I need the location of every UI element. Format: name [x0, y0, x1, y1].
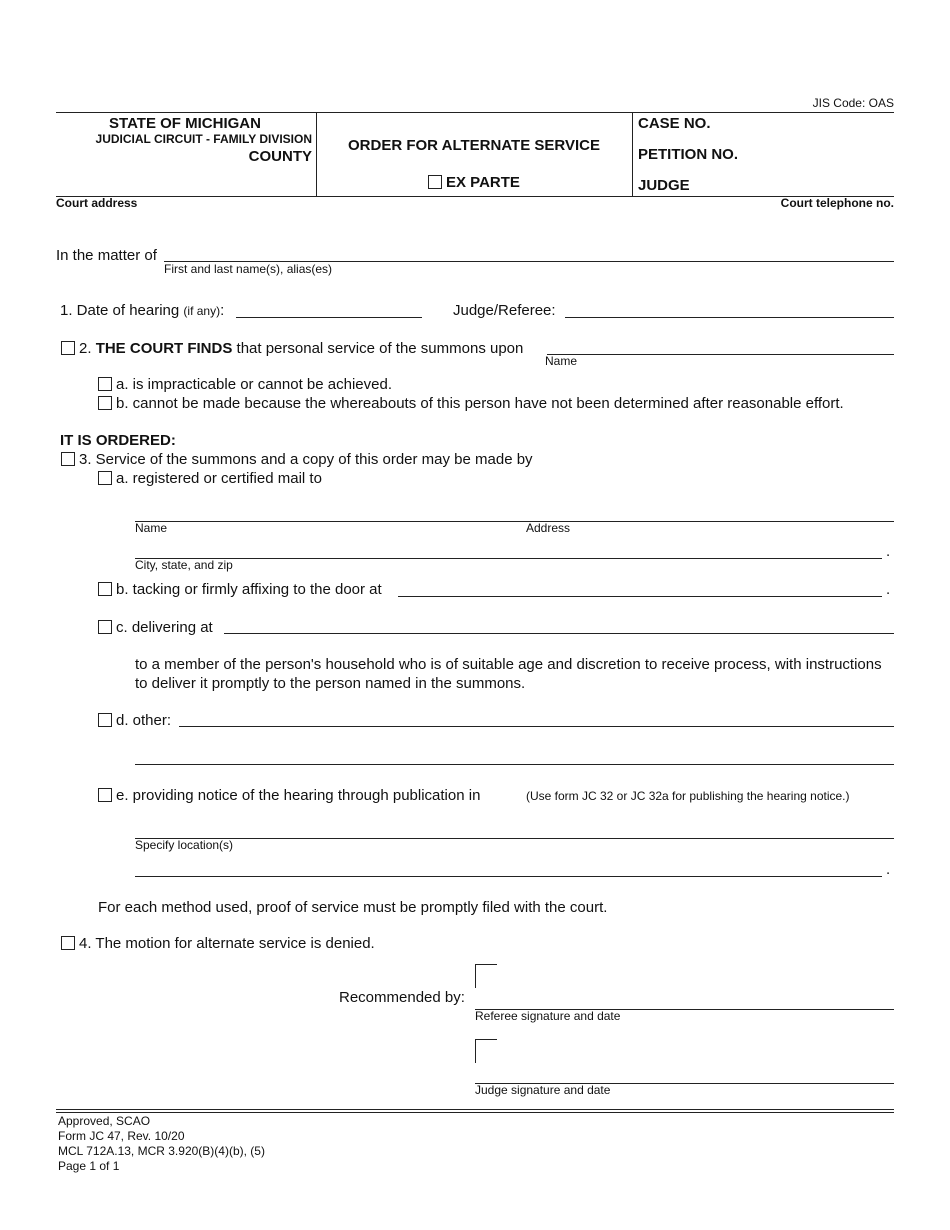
impracticable-text: a. is impracticable or cannot be achieved. — [116, 376, 392, 393]
county-label: COUNTY — [248, 148, 312, 165]
court-finds-body: that personal service of the summons upon — [236, 340, 524, 357]
mail-city-field[interactable] — [135, 558, 882, 559]
court-finds-number: 2. — [79, 340, 92, 357]
hearing-date-colon: : — [220, 302, 225, 319]
publication-checkbox[interactable] — [98, 788, 112, 802]
mail-name-caption: Name — [135, 521, 168, 535]
header-bottom-rule — [56, 196, 894, 197]
denied-text: 4. The motion for alternate service is denied. — [79, 935, 375, 952]
court-telephone-label: Court telephone no. — [780, 196, 894, 210]
publication-location-caption: Specify location(s) — [135, 838, 234, 852]
footer-form: Form JC 47, Rev. 10/20 — [58, 1129, 185, 1143]
circuit-name: JUDICIAL CIRCUIT - FAMILY DIVISION — [95, 132, 312, 146]
recommended-by-label: Recommended by: — [339, 989, 465, 1006]
mail-name-address-field[interactable] — [135, 521, 894, 522]
referee-sign-bracket-v — [475, 964, 476, 988]
case-no-label: CASE NO. — [638, 115, 711, 132]
matter-caption: First and last name(s), alias(es) — [164, 262, 333, 276]
proof-of-service-text: For each method used, proof of service must be promptly filed with the court. — [98, 899, 608, 916]
referee-signature-caption: Referee signature and date — [475, 1009, 621, 1023]
matter-label: In the matter of — [56, 247, 157, 264]
mail-city-period: . — [886, 543, 891, 560]
header-divider-right — [632, 112, 633, 196]
footer-rule-2 — [56, 1112, 894, 1113]
delivering-instructions-2: to deliver it promptly to the person named in the summons. — [135, 675, 526, 692]
other-text: d. other: — [116, 712, 172, 729]
delivering-instructions-1: to a member of the person's household who is of suitable age and discretion to receive process, with instructions — [135, 656, 882, 673]
judge-referee-field[interactable] — [565, 317, 894, 318]
whereabouts-checkbox[interactable] — [98, 396, 112, 410]
ex-parte-checkbox[interactable] — [428, 175, 442, 189]
mail-city-caption: City, state, and zip — [135, 558, 233, 572]
hearing-date-field[interactable] — [236, 317, 422, 318]
delivering-field[interactable] — [224, 633, 894, 634]
other-field[interactable] — [179, 726, 894, 727]
ex-parte-label: EX PARTE — [446, 174, 520, 191]
header-divider-left — [316, 112, 317, 196]
denied-checkbox[interactable] — [61, 936, 75, 950]
referee-sign-bracket-h — [475, 964, 497, 965]
mail-text: a. registered or certified mail to — [116, 470, 322, 487]
publication-location-field[interactable] — [135, 838, 894, 839]
delivering-checkbox[interactable] — [98, 620, 112, 634]
jis-code: JIS Code: OAS — [812, 96, 894, 110]
footer-mcl: MCL 712A.13, MCR 3.920(B)(4)(b), (5) — [58, 1144, 265, 1158]
footer-page: Page 1 of 1 — [58, 1159, 120, 1173]
judge-sign-bracket-v — [475, 1039, 476, 1063]
judge-signature-caption: Judge signature and date — [475, 1083, 611, 1097]
hearing-date-label — [60, 302, 224, 319]
other-checkbox[interactable] — [98, 713, 112, 727]
court-address-label: Court address — [56, 196, 138, 210]
publication-period: . — [886, 861, 891, 878]
footer-rule-1 — [56, 1109, 894, 1110]
mail-checkbox[interactable] — [98, 471, 112, 485]
petition-no-label: PETITION NO. — [638, 146, 739, 163]
header-top-rule — [56, 112, 894, 113]
delivering-text: c. delivering at — [116, 619, 213, 636]
judge-label: JUDGE — [638, 177, 690, 194]
mail-address-caption: Address — [526, 521, 571, 535]
tacking-period: . — [886, 581, 891, 598]
tacking-text: b. tacking or firmly affixing to the door at — [116, 581, 382, 598]
summons-name-caption: Name — [545, 354, 578, 368]
court-finds-checkbox[interactable] — [61, 341, 75, 355]
publication-note: (Use form JC 32 or JC 32a for publishing the hearing notice.) — [526, 789, 850, 803]
footer-approved: Approved, SCAO — [58, 1114, 151, 1128]
ordered-heading: IT IS ORDERED: — [60, 432, 176, 449]
judge-referee-label: Judge/Referee: — [453, 302, 556, 319]
judge-sign-bracket-h — [475, 1039, 497, 1040]
impracticable-checkbox[interactable] — [98, 377, 112, 391]
if-any-text: (if any) — [183, 304, 221, 318]
tacking-field[interactable] — [398, 596, 882, 597]
footer-block — [58, 1114, 265, 1174]
publication-location-field-2[interactable] — [135, 876, 882, 877]
other-field-2[interactable] — [135, 764, 894, 765]
state-name: STATE OF MICHIGAN — [109, 115, 261, 132]
court-finds-bold: THE COURT FINDS — [95, 340, 233, 357]
service-checkbox[interactable] — [61, 452, 75, 466]
publication-text: e. providing notice of the hearing through publication in — [116, 787, 481, 804]
tacking-checkbox[interactable] — [98, 582, 112, 596]
service-text: 3. Service of the summons and a copy of this order may be made by — [79, 451, 533, 468]
summons-name-field[interactable] — [547, 354, 894, 355]
whereabouts-text: b. cannot be made because the whereabouts of this person have not been determined after reasonable effort. — [116, 395, 844, 412]
court-finds-text — [79, 340, 523, 357]
hearing-date-text: 1. Date of hearing — [60, 302, 180, 319]
form-title: ORDER FOR ALTERNATE SERVICE — [348, 137, 600, 154]
